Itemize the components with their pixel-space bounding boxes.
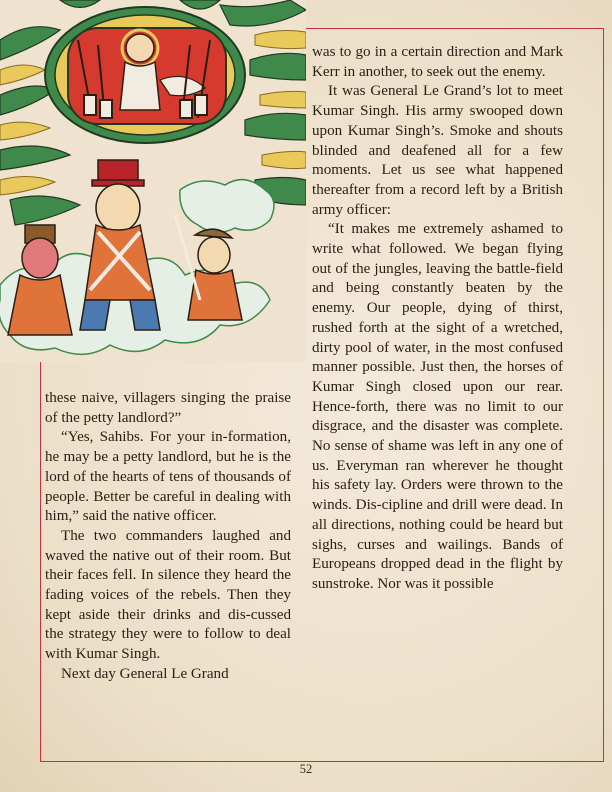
paragraph: was to go in a certain direction and Mark Kerr in another, to seek out the enemy. — [312, 44, 563, 80]
paragraph: It was General Le Grand’s lot to meet Kumar Singh. His army swooped down upon Kumar Singh’s. Smoke and shouts blinded and deafened all for a few moments. Let us see what happened thereafter from a record left by a British army officer: — [312, 83, 563, 218]
right-text-column — [312, 43, 563, 595]
paragraph: “Yes, Sahibs. For your in-formation, he may be a petty landlord, but he is the lord of the hearts of tens of thousands of people. Better be careful in dealing with him,” said the native officer. — [45, 429, 291, 525]
page-number: 52 — [299, 762, 313, 776]
paragraph: The two commanders laughed and waved the native out of their room. But their faces fell. In silence they heard the fading voices of the rebels. Then they kept aside their drinks and dis-cussed the strategy they were to follow to deal with Kumar Singh. — [45, 527, 291, 663]
paragraph: these naive, villagers singing the praise of the petty landlord?” — [45, 390, 291, 426]
left-text-column — [45, 389, 291, 685]
paragraph: “It makes me extremely ashamed to write what followed. We began flying out of the jungles, leaving the battle-field and being constantly beaten by the enemy. Our people, dying of thirst, rushed forth at the sight of a wretched, dirty pool of water, in the most confused manner possible. Just then, the horses of Kumar Singh closed upon our rear. Hence-forth, there was no limit to our disgrace, and the disaster was complete. No sense of shame was left in any one of us. Everyman ran wherever he thought his safety lay. Orders were thrown to the winds. Dis-cipline and drill were dead. In all directions, nothing could be heard but sighs, curses and wailings. Bands of Europeans dropped dead in the flight by sunstroke. Nor was it possible — [312, 221, 563, 592]
paragraph: Next day General Le Grand — [61, 665, 229, 682]
rebel-commanders-illustration-icon — [0, 0, 306, 362]
